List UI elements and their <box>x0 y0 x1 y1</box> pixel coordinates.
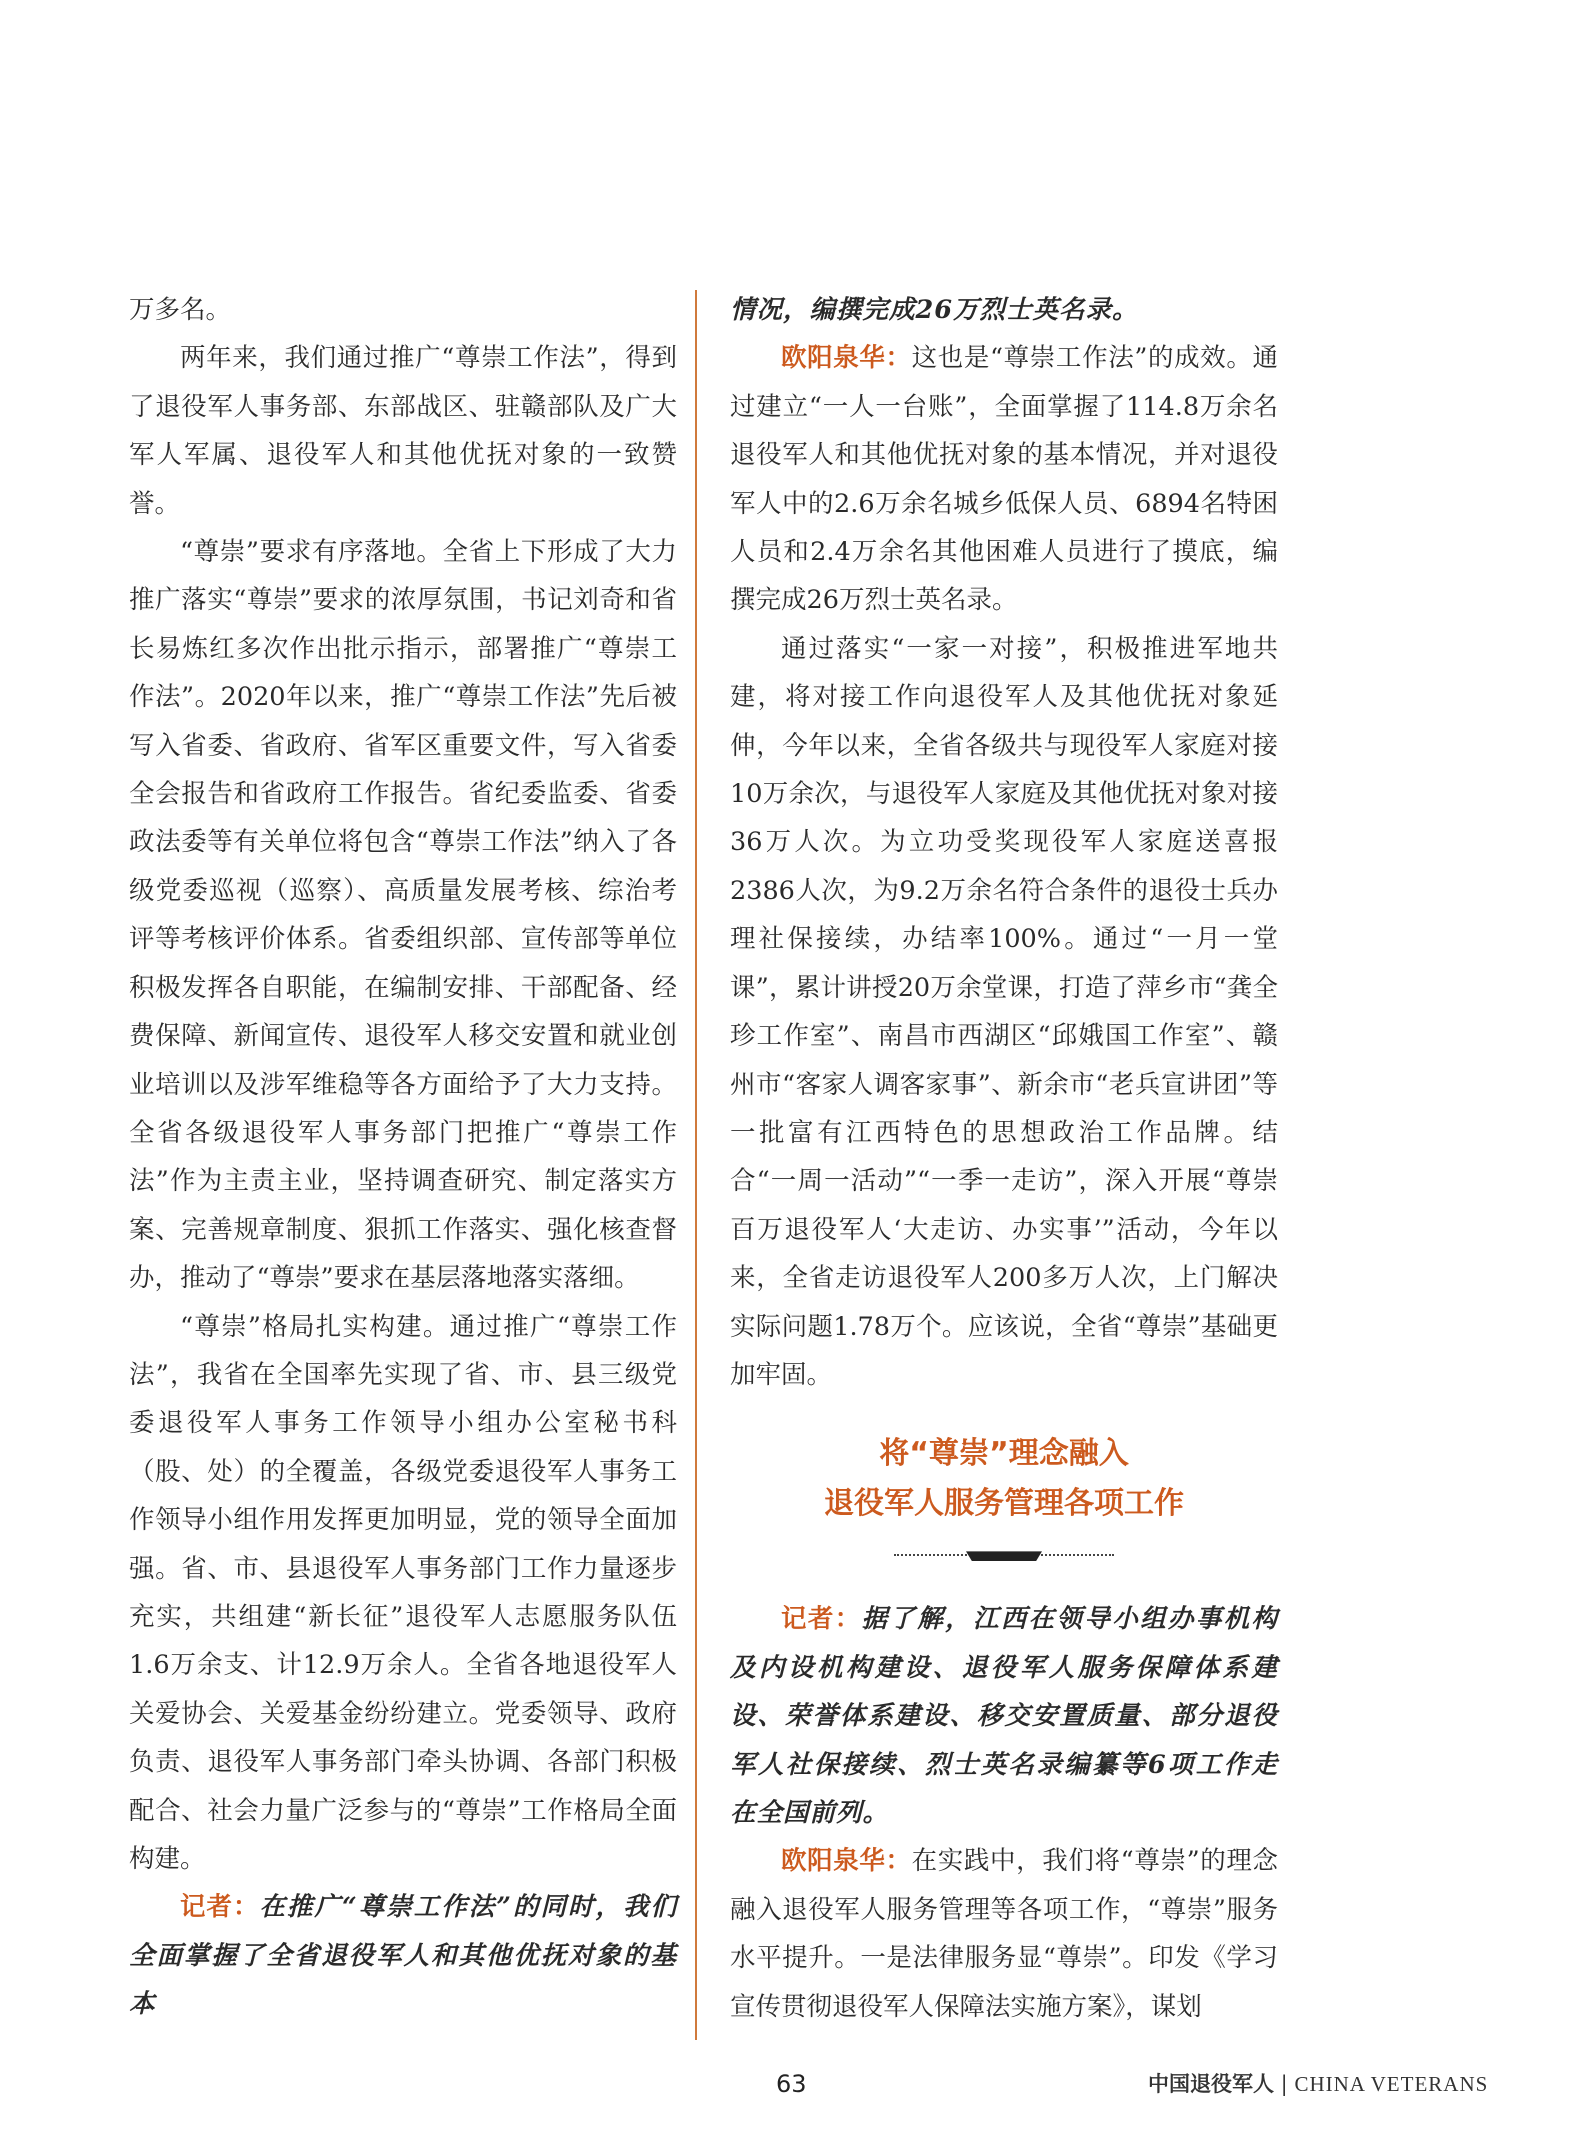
answer-text: 在实践中，我们将“尊崇”的理念融入退役军人服务管理等各项工作，“尊崇”服务水平提升。一是法律服务显“尊崇”。印发《学习宣传贯彻退役军人保障法实施方案》，谋划 <box>730 1846 1278 2022</box>
question-text: 据了解，江西在领导小组办事机构及内设机构建设、退役军人服务保障体系建设、荣誉体系建设、移交安置质量、部分退役军人社保接续、烈士英名录编纂等6项工作走在全国前列。 <box>730 1604 1278 1828</box>
section-divider-ornament <box>894 1547 1114 1571</box>
speaker-label: 记者： <box>781 1604 862 1635</box>
right-column <box>730 286 1278 2031</box>
paragraph: 万多名。 <box>129 295 232 325</box>
answer-paragraph <box>730 1837 1278 2031</box>
section-heading <box>730 1429 1278 1529</box>
page-number: 63 <box>776 2070 807 2098</box>
interviewer-question <box>730 1595 1278 1837</box>
speaker-label: 欧阳泉华： <box>781 1846 912 1877</box>
question-text-continued: 情况，编撰完成26万烈士英名录。 <box>730 295 1139 325</box>
magazine-footer <box>1148 2068 1488 2098</box>
question-text: 在推广“尊崇工作法”的同时，我们全面掌握了全省退役军人和其他优抚对象的基本 <box>129 1892 677 2020</box>
magazine-name-cn: 中国退役军人 <box>1148 2072 1274 2096</box>
interviewer-question <box>129 1883 677 2028</box>
paragraph: “尊崇”格局扎实构建。通过推广“尊崇工作法”，我省在全国率先实现了省、市、县三级党委退役军人事务工作领导小组办公室秘书科（股、处）的全覆盖，各级党委退役军人事务工作领导小组作用发挥更加明显，党的领导全面加强。省、市、县退役军人事务部门工作力量逐步充实，共组建“新长征”退役军人志愿服务队伍1.6万余支、计12.9万余人。全省各地退役军人关爱协会、关爱基金纷纷建立。党委领导、政府负责、退役军人事务部门牵头协调、各部门积极配合、社会力量广泛参与的“尊崇”工作格局全面构建。 <box>129 1311 677 1874</box>
divider-bar <box>966 1551 1042 1561</box>
answer-text: 这也是“尊崇工作法”的成效。通过建立“一人一台账”，全面掌握了114.8万余名退役军人和其他优抚对象的基本情况，并对退役军人中的2.6万余名城乡低保人员、6894名特困人员和2.4万余名其他困难人员进行了摸底，编撰完成26万烈士英名录。 <box>730 343 1278 616</box>
paragraph: “尊崇”要求有序落地。全省上下形成了大力推广落实“尊崇”要求的浓厚氛围，书记刘奇和省长易炼红多次作出批示指示，部署推广“尊崇工作法”。2020年以来，推广“尊崇工作法”先后被写入省委、省政府、省军区重要文件，写入省委全会报告和省政府工作报告。省纪委监委、省委政法委等有关单位将包含“尊崇工作法”纳入了各级党委巡视（巡察）、高质量发展考核、综治考评等考核评价体系。省委组织部、宣传部等单位积极发挥各自职能，在编制安排、干部配备、经费保障、新闻宣传、退役军人移交安置和就业创业培训以及涉军维稳等各方面给予了大力支持。全省各级退役军人事务部门把推广“尊崇工作法”作为主责主业，坚持调查研究、制定落实方案、完善规章制度、狠抓工作落实、强化核查督办，推动了“尊崇”要求在基层落地落实落细。 <box>129 537 677 1294</box>
section-heading-line: 退役军人服务管理各项工作 <box>824 1486 1184 1522</box>
paragraph: 通过落实“一家一对接”，积极推进军地共建，将对接工作向退役军人及其他优抚对象延伸，今年以来，全省各级共与现役军人家庭对接10万余次，与退役军人家庭及其他优抚对象对接36万人次。为立功受奖现役军人家庭送喜报2386人次，为9.2万余名符合条件的退役士兵办理社保接续，办结率100%。通过“一月一堂课”，累计讲授20万余堂课，打造了萍乡市“龚全珍工作室”、南昌市西湖区“邱娥国工作室”、赣州市“客家人调客家事”、新余市“老兵宣讲团”等一批富有江西特色的思想政治工作品牌。结合“一周一活动”“一季一走访”，深入开展“尊崇百万退役军人‘大走访、办实事’”活动，今年以来，全省走访退役军人200多万人次，上门解决实际问题1.78万个。应该说，全省“尊崇”基础更加牢固。 <box>730 633 1278 1390</box>
column-divider <box>695 290 697 2040</box>
section-heading-line: 将“尊崇”理念融入 <box>879 1436 1129 1472</box>
answer-paragraph <box>730 334 1278 624</box>
speaker-label: 记者： <box>180 1892 260 1923</box>
speaker-label: 欧阳泉华： <box>781 343 912 374</box>
magazine-name-en: CHINA VETERANS <box>1294 2072 1489 2096</box>
left-column <box>129 286 677 2029</box>
paragraph: 两年来，我们通过推广“尊崇工作法”，得到了退役军人事务部、东部战区、驻赣部队及广大军人军属、退役军人和其他优抚对象的一致赞誉。 <box>129 343 677 519</box>
footer-separator: | <box>1274 2072 1295 2096</box>
